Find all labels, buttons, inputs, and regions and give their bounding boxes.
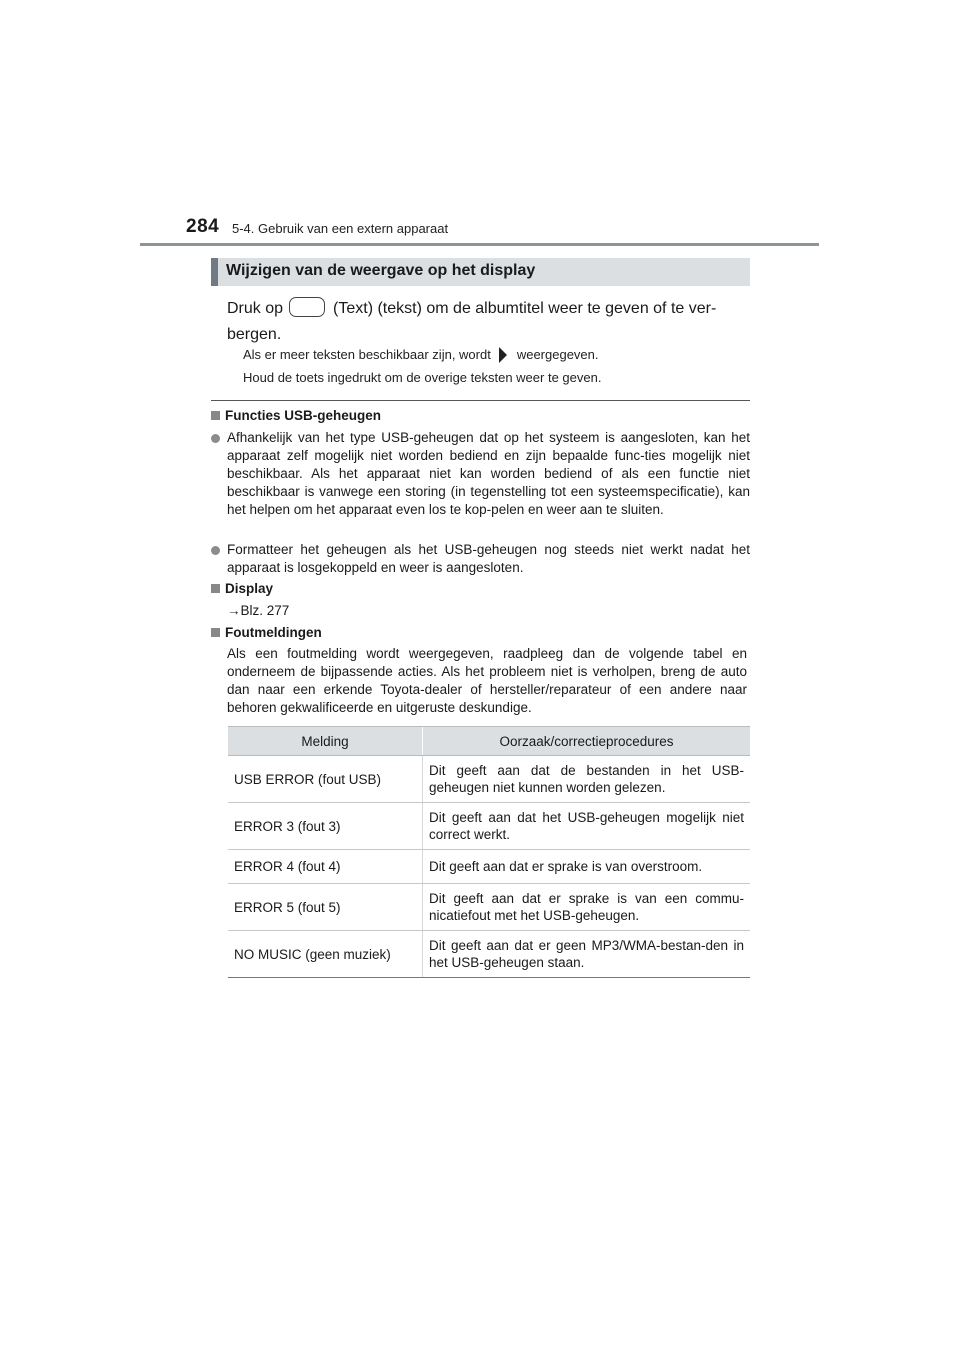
note-1-suffix: weergegeven. [516, 347, 599, 362]
column-header-message: Melding [228, 727, 423, 756]
usb-heading [211, 408, 381, 423]
column-header-cause: Oorzaak/correctieprocedures [423, 727, 751, 756]
table-row [228, 850, 750, 884]
errors-heading [211, 625, 322, 640]
section-header [211, 258, 750, 286]
cell-cause: Dit geeft aan dat er sprake is van een commu-nicatiefout met het USB-geheugen. [423, 884, 751, 931]
usb-bullet-1 [211, 429, 750, 519]
divider [211, 400, 750, 401]
page-number: 284 [186, 216, 220, 237]
display-heading-label: Display [225, 581, 274, 596]
table-header-row [228, 727, 750, 756]
note-1-prefix: Als er meer teksten beschikbaar zijn, wordt [243, 347, 491, 362]
table-row [228, 884, 750, 931]
square-bullet-icon [211, 411, 220, 420]
triangle-right-icon [499, 347, 507, 363]
square-bullet-icon [211, 628, 220, 637]
usb-heading-label: Functies USB-geheugen [225, 408, 382, 423]
cell-message: USB ERROR (fout USB) [228, 756, 423, 803]
step-line2: bergen. [227, 326, 282, 343]
cell-cause: Dit geeft aan dat er geen MP3/WMA-bestan-den in het USB-geheugen staan. [423, 931, 751, 978]
usb-bullet-2 [211, 541, 750, 577]
section-title: Wijzigen van de weergave op het display [226, 262, 536, 279]
usb-bullet-2-text: Formatteer het geheugen als het USB-geheugen nog steeds niet werkt nadat het apparaat is losgekoppeld en weer is aangesloten. [227, 542, 750, 575]
table-row [228, 931, 750, 978]
display-page-ref[interactable]: →Blz. 277 [227, 603, 290, 618]
cell-message: ERROR 3 (fout 3) [228, 803, 423, 850]
table-row [228, 803, 750, 850]
cell-message: ERROR 4 (fout 4) [228, 850, 423, 884]
step-instruction [227, 296, 747, 348]
chapter-title: 5-4. Gebruik van een extern apparaat [232, 221, 449, 236]
table-row [228, 756, 750, 803]
cell-cause: Dit geeft aan dat de bestanden in het USB-geheugen niet kunnen worden gelezen. [423, 756, 751, 803]
note-2: Houd de toets ingedrukt om de overige teksten weer te geven. [243, 370, 602, 385]
display-heading [211, 581, 273, 596]
square-bullet-icon [211, 584, 220, 593]
text-button-icon [289, 297, 325, 317]
usb-bullet-1-text: Afhankelijk van het type USB-geheugen dat op het systeem is aangesloten, kan het apparaat zelf mogelijk niet worden bediend en zijn bepaalde func-ties mogelijk niet beschikbaar. Als het apparaat niet kan worden bediend of als een functie niet beschikbaar is vanwege een storing (in tegenstelling tot een systeemspecificatie), kan het helpen om het apparaat even los te kop-pelen en weer aan te sluiten. [227, 430, 750, 517]
header-rule [140, 243, 819, 246]
bullet-dot-icon [211, 434, 220, 443]
cell-cause: Dit geeft aan dat het USB-geheugen mogelijk niet correct werkt. [423, 803, 751, 850]
note-1 [243, 347, 599, 364]
cell-message: ERROR 5 (fout 5) [228, 884, 423, 931]
bullet-dot-icon [211, 546, 220, 555]
errors-intro: Als een foutmelding wordt weergegeven, raadpleeg dan de volgende tabel en onderneem de bijpassende acties. Als het probleem niet is verholpen, breng de auto dan naar een erkende Toyota-dealer of hersteller/reparateur of een andere naar behoren gekwalificeerde en uitgeruste deskundige. [227, 646, 747, 715]
cell-message: NO MUSIC (geen muziek) [228, 931, 423, 978]
step-suffix: (Text) (tekst) om de albumtitel weer te geven of te ver- [333, 300, 717, 317]
cell-cause: Dit geeft aan dat er sprake is van overstroom. [423, 850, 751, 884]
errors-heading-label: Foutmeldingen [225, 625, 322, 640]
section-accent [211, 258, 218, 286]
step-prefix: Druk op [227, 300, 284, 317]
error-table [228, 726, 750, 978]
